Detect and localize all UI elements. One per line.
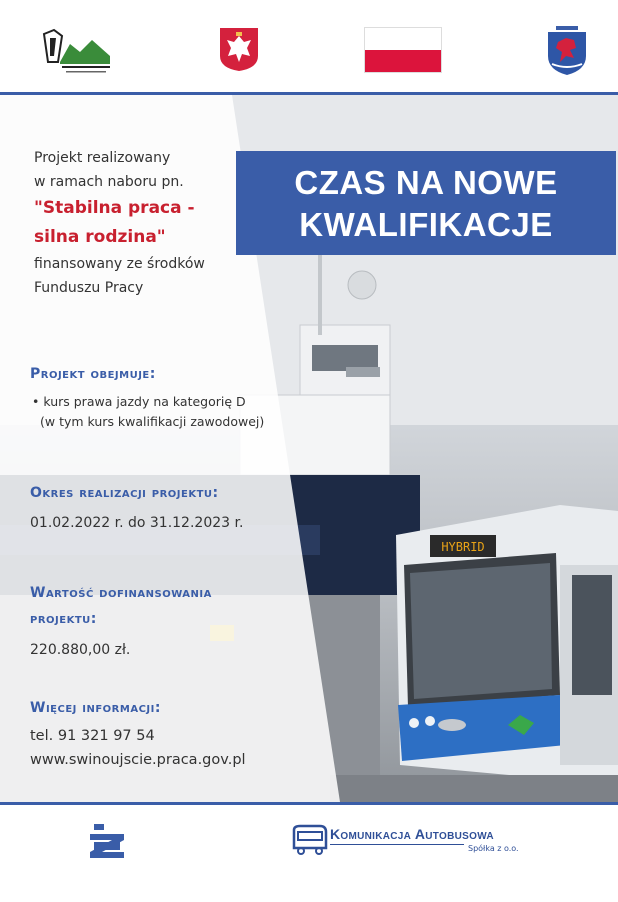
employment-office-logo xyxy=(86,822,128,862)
scope-title: Projekt obejmuje: xyxy=(30,366,156,382)
logo-underline xyxy=(330,844,464,845)
intro-line-4: Funduszu Pracy xyxy=(34,280,144,296)
intro-line-2: w ramach naboru pn. xyxy=(34,174,184,190)
contact-phone: tel. 91 321 97 54 xyxy=(30,728,155,744)
funding-value: 220.880,00 zł. xyxy=(30,642,131,658)
scope-item-2: (w tym kurs kwalifikacji zawodowej) xyxy=(40,414,265,429)
labour-office-logo xyxy=(40,22,112,78)
bottom-divider xyxy=(0,802,618,805)
period-title: Okres realizacji projektu: xyxy=(30,485,219,501)
funding-title-2: projektu: xyxy=(30,611,97,627)
program-name-line-1: "Stabilna praca - xyxy=(34,198,195,218)
bus-company-logo xyxy=(290,822,542,860)
polish-flag xyxy=(364,27,442,73)
contact-website[interactable]: www.swinoujscie.praca.gov.pl xyxy=(30,752,246,768)
contact-title: Więcej informacji: xyxy=(30,700,161,716)
funding-section xyxy=(30,580,290,662)
scope-item-1: • kurs prawa jazdy na kategorię D xyxy=(32,394,246,409)
intro-line-3: finansowany ze środków xyxy=(34,256,205,272)
project-intro xyxy=(34,146,274,300)
header-logos xyxy=(0,0,618,92)
city-crest xyxy=(546,26,588,76)
headline-line-2: KWALIFIKACJE xyxy=(299,206,553,243)
polish-emblem xyxy=(218,26,260,72)
funding-title-1: Wartość dofinansowania xyxy=(30,585,212,601)
contact-section xyxy=(30,700,330,772)
bus-company-type: Spółka z o.o. xyxy=(468,844,519,853)
program-name-line-2: silna rodzina" xyxy=(34,227,166,247)
period-section xyxy=(30,485,330,535)
scope-section xyxy=(30,366,330,432)
period-value: 01.02.2022 r. do 31.12.2023 r. xyxy=(30,515,244,531)
headline-line-1: CZAS NA NOWE xyxy=(294,164,558,201)
bus-icon xyxy=(290,822,330,858)
bus-company-name: Komunikacja Autobusowa xyxy=(330,826,494,842)
headline-banner xyxy=(236,151,616,255)
bus-destination-display: HYBRID xyxy=(441,540,485,554)
intro-line-1: Projekt realizowany xyxy=(34,150,171,166)
